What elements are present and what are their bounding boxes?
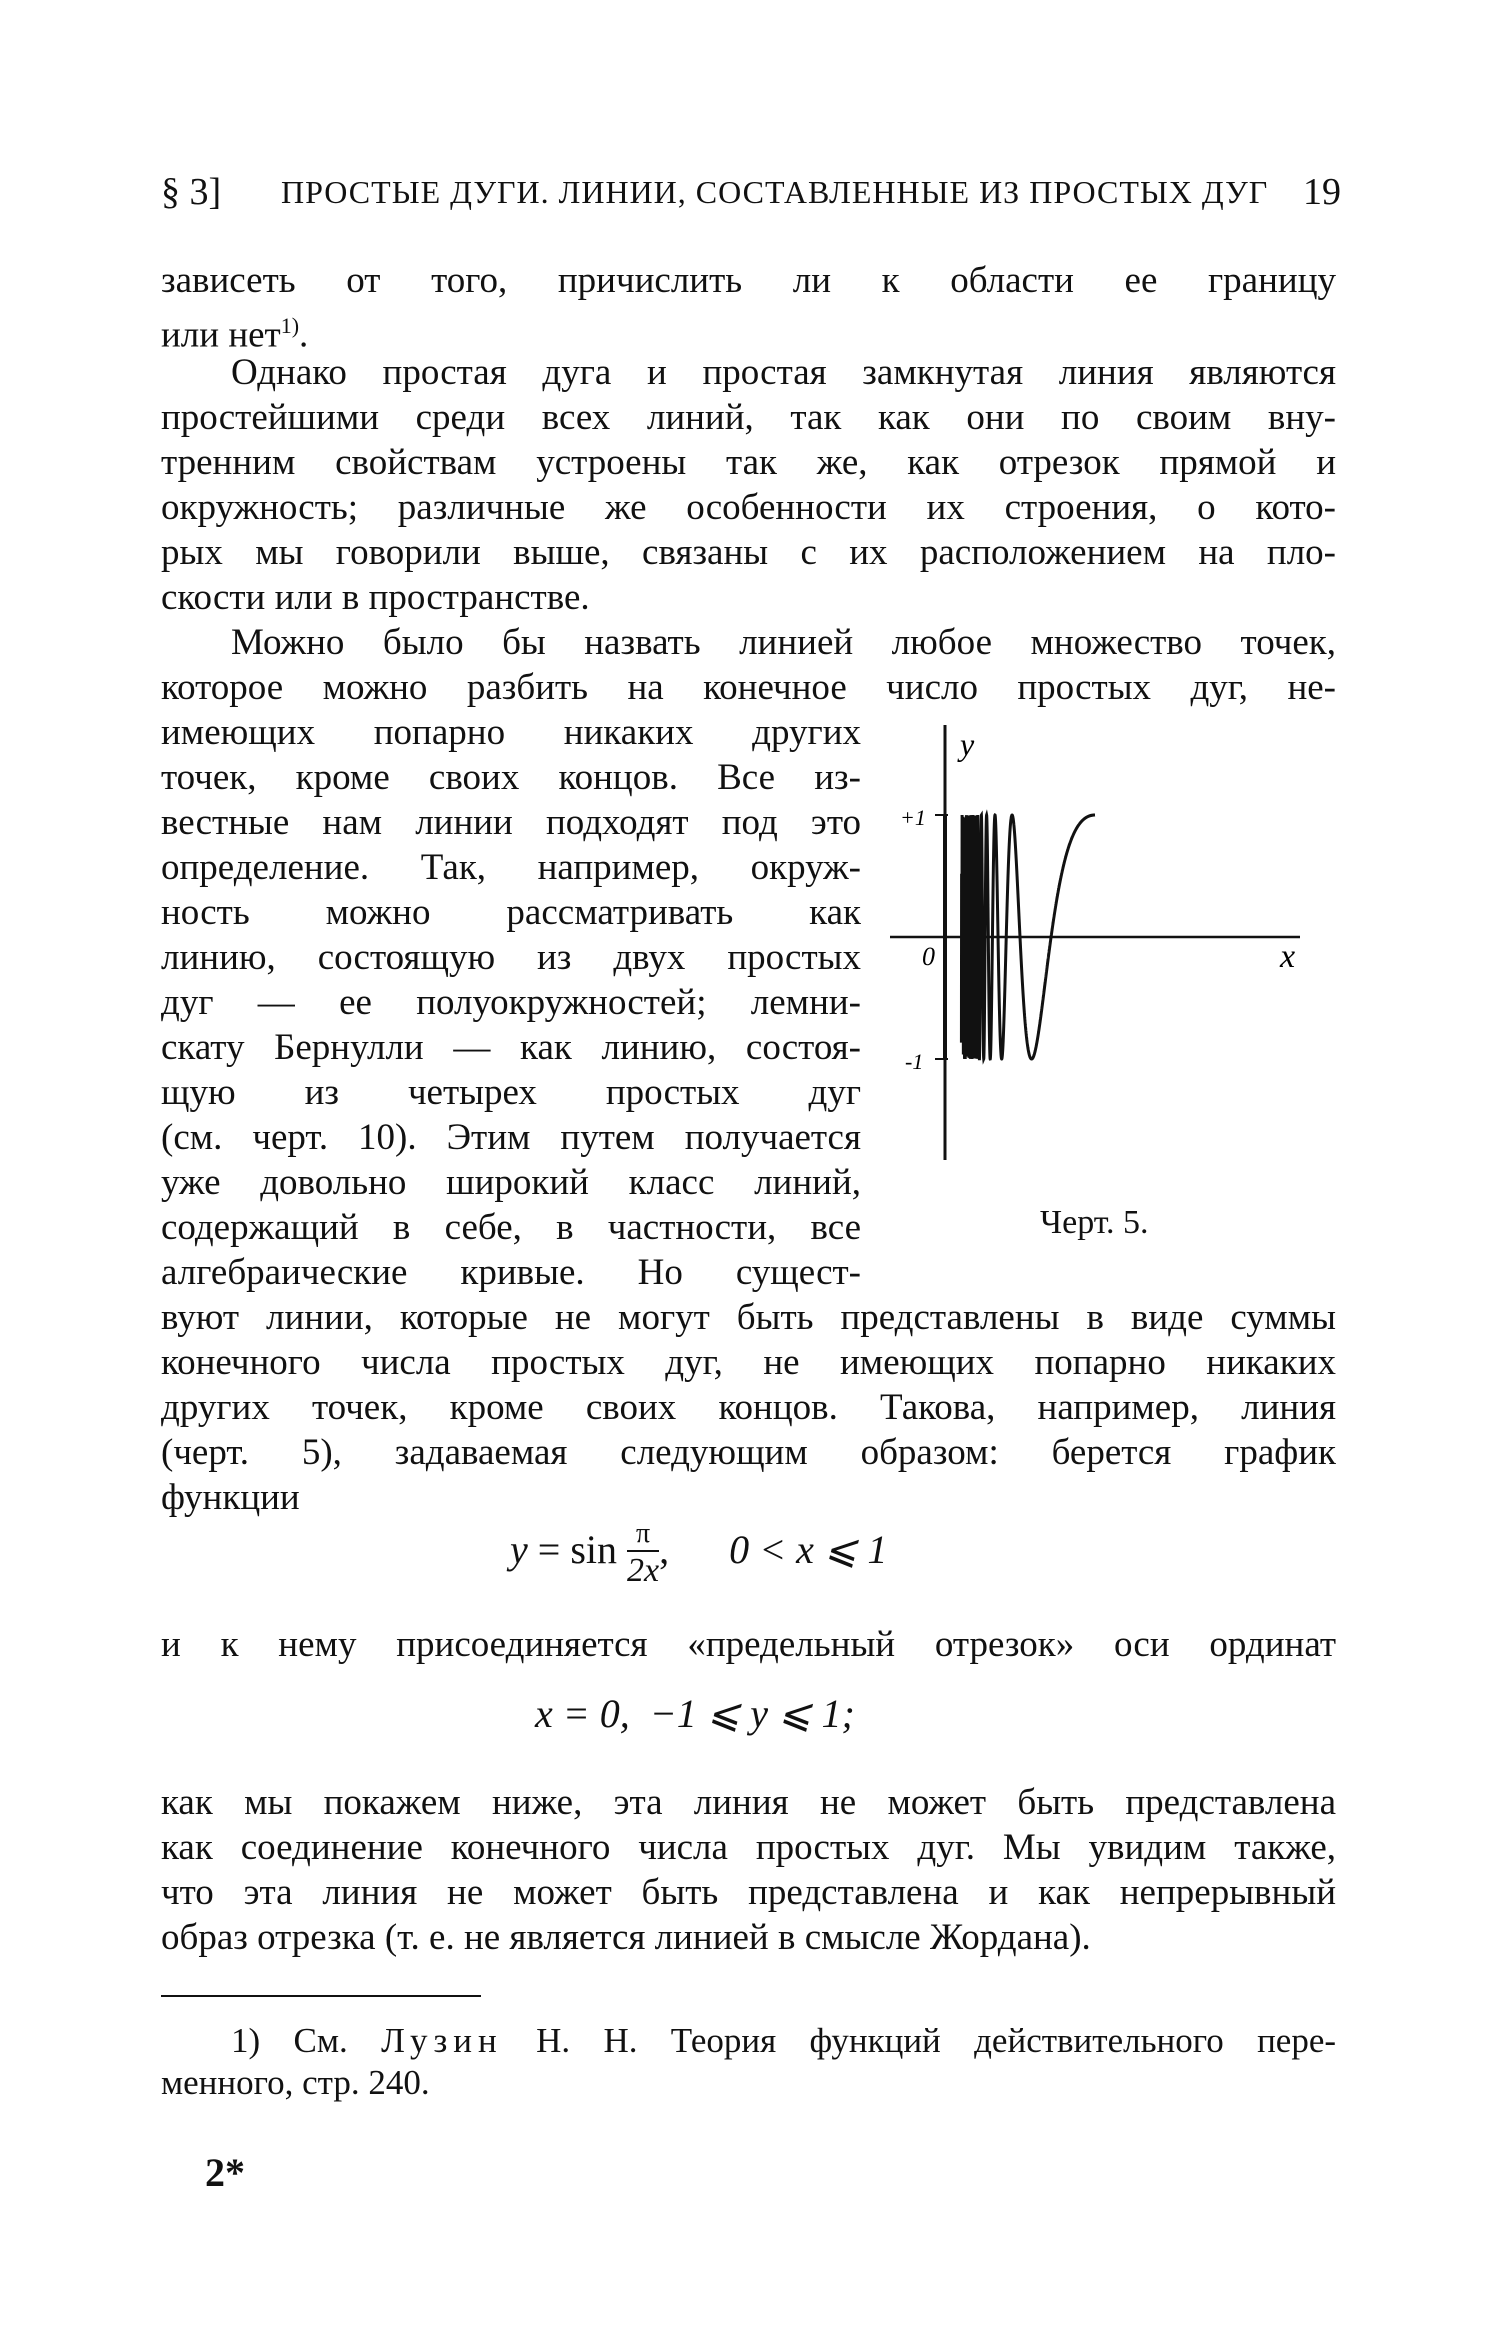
- footnote-author: Лузин: [381, 2021, 503, 2060]
- text-line: вестные нам линии подходят под это: [161, 802, 861, 843]
- text-fragment: или нет: [161, 314, 281, 356]
- x-axis-label: x: [1280, 938, 1296, 975]
- text-line: Однако простая дуга и простая замкнутая линия являются: [231, 352, 1336, 393]
- text-line: алгебраические кривые. Но сущест-: [161, 1252, 861, 1293]
- figure-caption: Черт. 5.: [1040, 1204, 1149, 1241]
- page-number: 19: [1303, 171, 1341, 213]
- text-line: функции: [161, 1477, 300, 1518]
- text-line: тренним свойствам устроены так же, как отрезок прямой и: [161, 442, 1336, 483]
- text-line: конечного числа простых дуг, не имеющих попарно никаких: [161, 1342, 1336, 1383]
- text-line: простейшими среди всех линий, так как они по своим вну-: [161, 397, 1336, 438]
- text-line: имеющих попарно никаких других: [161, 712, 861, 753]
- formula-comma: ,: [659, 1527, 670, 1573]
- text-line: линию, состоящую из двух простых: [161, 937, 861, 978]
- header-title: ПРОСТЫЕ ДУГИ. ЛИНИИ, СОСТАВЛЕННЫЕ ИЗ ПРОСТЫХ ДУГ: [281, 174, 1269, 210]
- origin-label: 0: [922, 942, 935, 971]
- text-line: (черт. 5), задаваемая следующим образом: берется график: [161, 1432, 1336, 1473]
- formula-function: [510, 1520, 1030, 1600]
- text-line: вуют линии, которые не могут быть представлены в виде суммы: [161, 1297, 1336, 1338]
- text-line: уже довольно широкий класс линий,: [161, 1162, 861, 1203]
- text-fragment: .: [299, 314, 309, 356]
- footnote-marker: 1): [231, 2021, 261, 2060]
- formula-segment: x = 0, −1 ⩽ y ⩽ 1;: [535, 1691, 855, 1736]
- formula-sin: sin: [570, 1527, 618, 1573]
- formula-fraction: [627, 1520, 659, 1588]
- y-axis-label: y: [960, 726, 975, 762]
- text-line: и к нему присоединяется «предельный отрезок» оси ординат: [161, 1624, 1336, 1665]
- footnote-line: [231, 2020, 1336, 2062]
- text-line: как соединение конечного числа простых дуг. Мы увидим также,: [161, 1827, 1336, 1868]
- signature-mark: 2*: [205, 2150, 245, 2195]
- text-line: зависеть от того, причислить ли к области ее границу: [161, 260, 1336, 301]
- fraction-numerator: π: [627, 1520, 659, 1552]
- tick-label-plus-one: +1: [900, 805, 926, 830]
- footnote-reference: 1): [280, 313, 300, 338]
- text-line: щую из четырех простых дуг: [161, 1072, 861, 1113]
- text-line: окружность; различные же особенности их строения, о кото-: [161, 487, 1336, 528]
- footnote-rule: [161, 1995, 481, 1997]
- text-line: точек, кроме своих концов. Все из-: [161, 757, 861, 798]
- text-line: других точек, кроме своих концов. Такова, например, линия: [161, 1387, 1336, 1428]
- text-line: ность можно рассматривать как: [161, 892, 861, 933]
- formula-eq: =: [537, 1527, 561, 1573]
- figure-sin-curve: [880, 715, 1340, 1245]
- text-line: содержащий в себе, в частности, все: [161, 1207, 861, 1248]
- footnote-line: менного, стр. 240.: [161, 2063, 430, 2102]
- fraction-denominator: 2x: [627, 1552, 660, 1589]
- text-line: (см. черт. 10). Этим путем получается: [161, 1117, 861, 1158]
- footnote-lead: См.: [293, 2021, 348, 2060]
- text-line: Можно было бы назвать линией любое множество точек,: [231, 622, 1336, 663]
- text-line: определение. Так, например, окруж-: [161, 847, 861, 888]
- footnote-text: Н. Н. Теория функций действительного пере-: [536, 2021, 1337, 2060]
- text-line: рых мы говорили выше, связаны с их расположением на пло-: [161, 532, 1336, 573]
- text-line: образ отрезка (т. е. не является линией в смысле Жордана).: [161, 1917, 1091, 1958]
- text-line: которое можно разбить на конечное число простых дуг, не-: [161, 667, 1336, 708]
- text-line: скату Бернулли — как линию, состоя-: [161, 1027, 861, 1068]
- running-header: [161, 170, 1341, 220]
- section-number: § 3]: [161, 171, 222, 213]
- tick-label-minus-one: -1: [905, 1049, 924, 1074]
- text-line: скости или в пространстве.: [161, 577, 590, 618]
- text-line: как мы покажем ниже, эта линия не может быть представлена: [161, 1782, 1336, 1823]
- formula-lhs: y: [510, 1527, 528, 1573]
- text-line: что эта линия не может быть представлена и как непрерывный: [161, 1872, 1336, 1913]
- text-line: дуг — ее полуокружностей; лемни-: [161, 982, 861, 1023]
- formula-domain: 0 < x ⩽ 1: [729, 1527, 888, 1573]
